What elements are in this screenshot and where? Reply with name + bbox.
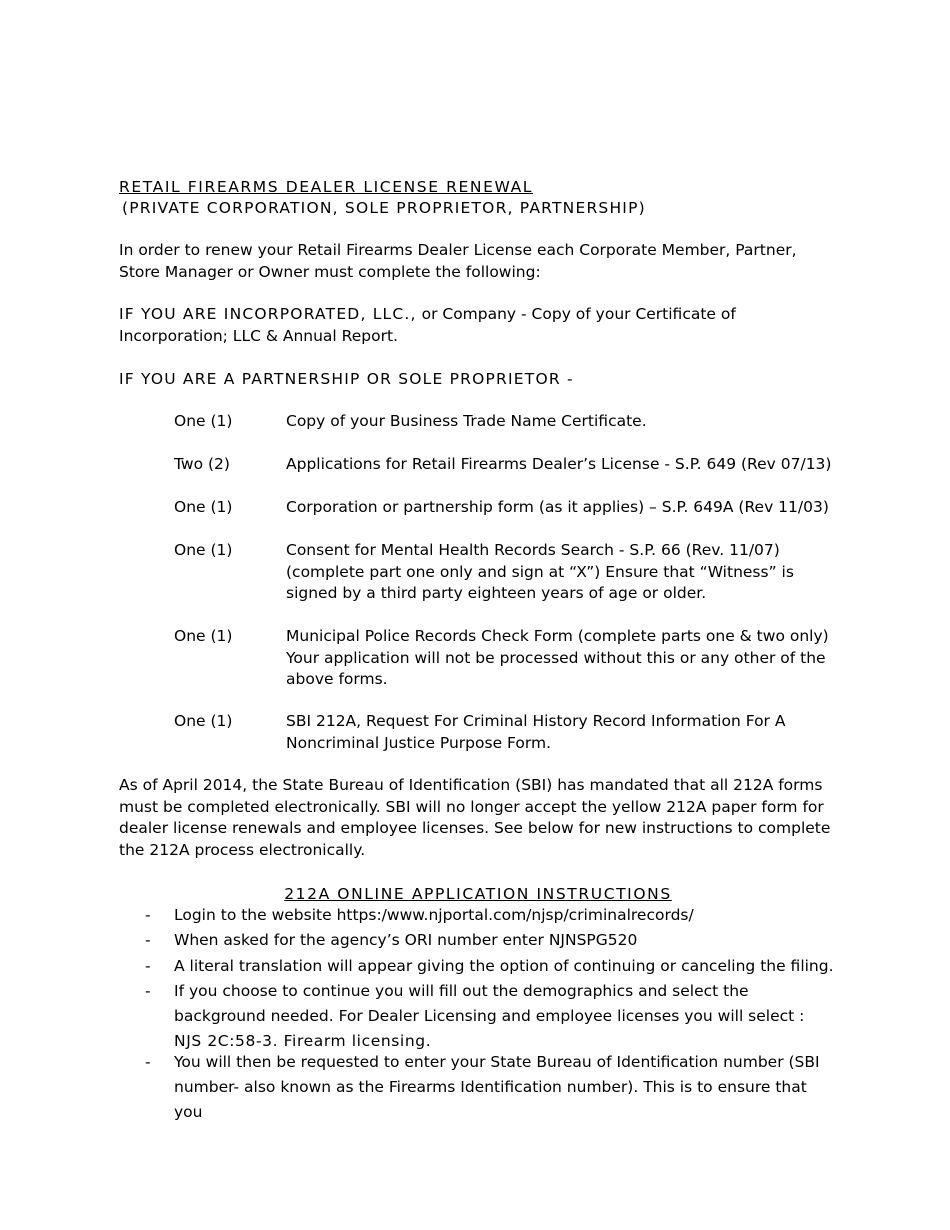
step-bullet: -: [145, 906, 151, 924]
statute-reference: NJS 2C:58-3. Firearm licensing.: [174, 1032, 432, 1050]
step-text: When asked for the agency’s ORI number enter NJNSPG520: [174, 931, 638, 949]
item-count: Two (2): [174, 455, 230, 473]
electronic-notice-paragraph: As of April 2014, the State Bureau of Identification (SBI) has mandated that all 212A forms must be completed electronically. SBI will no longer accept the yellow 212A paper form for dealer license renewals and employee licenses. See below for new instructions to complete the 212A process electronically.: [119, 776, 831, 859]
item-count: One (1): [174, 498, 233, 516]
step-bullet: -: [145, 957, 151, 975]
page-subtitle: (PRIVATE CORPORATION, SOLE PROPRIETOR, PARTNERSHIP): [122, 199, 646, 217]
step-text: You will then be requested to enter your State Bureau of Identification number (SBI number- also known as the Firearms Identification number). This is to ensure that you: [174, 1053, 820, 1121]
item-description: Copy of your Business Trade Name Certificate.: [286, 412, 647, 430]
item-description: Applications for Retail Firearms Dealer’s License - S.P. 649 (Rev 07/13): [286, 455, 832, 473]
step-bullet: -: [145, 982, 151, 1000]
page-title: RETAIL FIREARMS DEALER LICENSE RENEWAL: [119, 178, 534, 196]
item-count: One (1): [174, 627, 233, 645]
step-bullet: -: [145, 1053, 151, 1071]
step-text: If you choose to continue you will fill out the demographics and select the background needed. For Dealer Licensing and employee licenses you will select :: [174, 982, 805, 1025]
item-description: Consent for Mental Health Records Search - S.P. 66 (Rev. 11/07) (complete part one only and sign at “X”) Ensure that “Witness” is signed by a third party eighteen years of age or older.: [286, 541, 794, 602]
incorporated-text: or Company - Copy of your Certificate of Incorporation; LLC & Annual Report.: [119, 305, 736, 345]
incorporated-paragraph: [119, 304, 839, 347]
partnership-heading: IF YOU ARE A PARTNERSHIP OR SOLE PROPRIETOR -: [119, 370, 574, 388]
online-instructions-title: 212A ONLINE APPLICATION INSTRUCTIONS: [284, 885, 672, 903]
item-description: SBI 212A, Request For Criminal History Record Information For A Noncriminal Justice Purpose Form.: [286, 712, 786, 752]
item-count: One (1): [174, 712, 233, 730]
incorporated-heading: IF YOU ARE INCORPORATED, LLC.,: [119, 305, 417, 323]
step-text: A literal translation will appear giving the option of continuing or canceling the filing.: [174, 957, 834, 975]
item-description: Corporation or partnership form (as it applies) – S.P. 649A (Rev 11/03): [286, 498, 829, 516]
item-description: Municipal Police Records Check Form (complete parts one & two only) Your application will not be processed without this or any other of the above forms.: [286, 627, 829, 688]
step-bullet: -: [145, 931, 151, 949]
step-text: Login to the website https:/www.njportal.com/njsp/criminalrecords/: [174, 906, 694, 924]
intro-paragraph: In order to renew your Retail Firearms Dealer License each Corporate Member, Partner, Store Manager or Owner must complete the following:: [119, 241, 797, 281]
item-count: One (1): [174, 541, 233, 559]
item-count: One (1): [174, 412, 233, 430]
